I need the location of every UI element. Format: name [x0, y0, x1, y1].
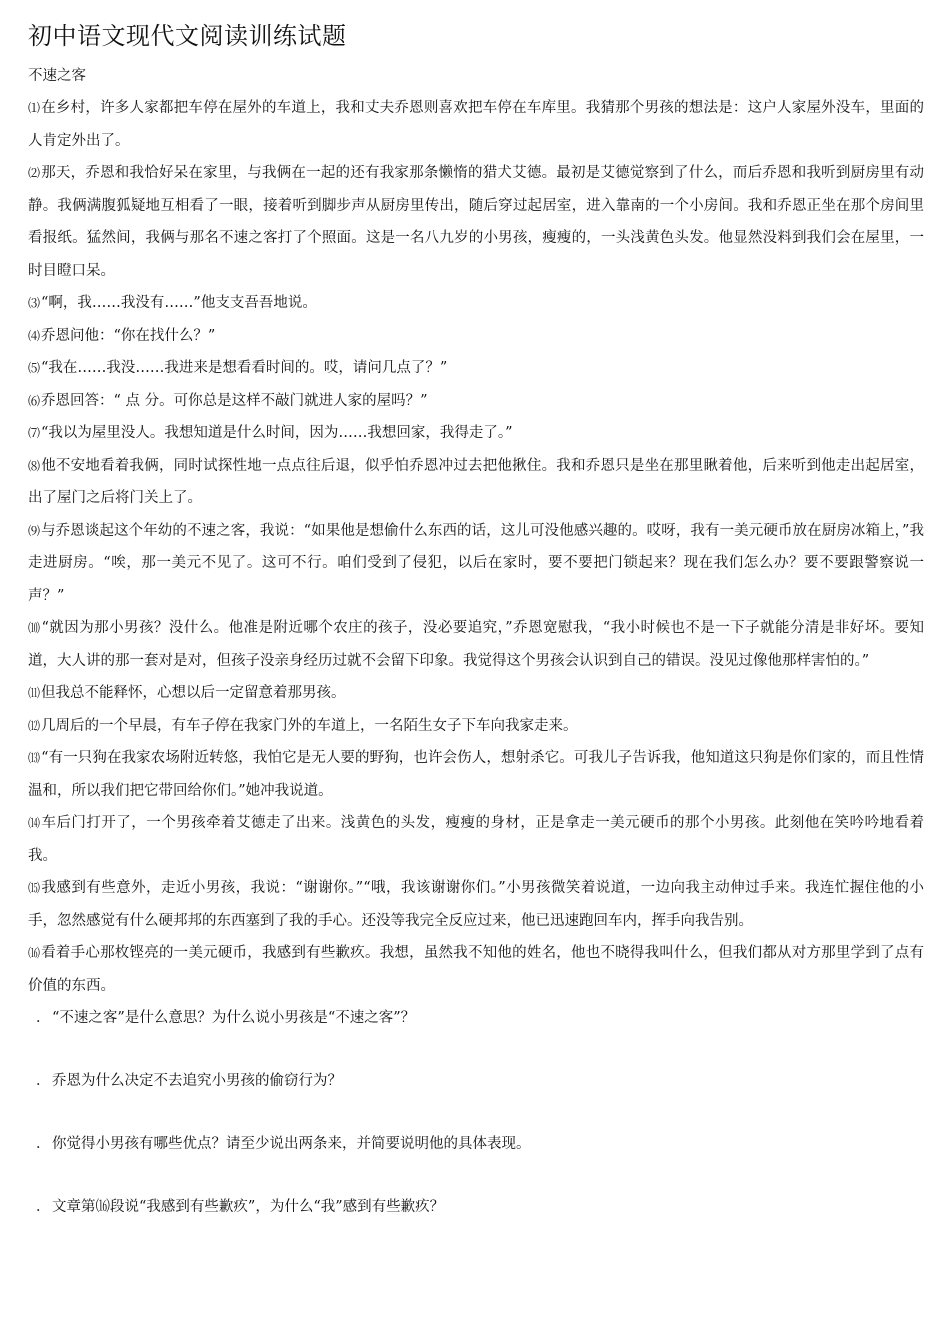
paragraph-number: ⑿ — [28, 718, 41, 733]
paragraph-text: 几周后的一个早晨，有车子停在我家门外的车道上，一名陌生女子下车向我家走来。 — [41, 717, 578, 734]
question-text: “不速之客”是什么意思？为什么说小男孩是“不速之客”？ — [52, 1010, 416, 1026]
paragraph — [28, 287, 924, 320]
paragraph — [28, 352, 924, 385]
paragraph-number: ⑾ — [28, 686, 41, 700]
question-item — [36, 1191, 924, 1223]
paragraph-number: ⒁ — [28, 816, 41, 830]
question-item — [36, 1065, 924, 1097]
paragraph-text: “我在……我没……我进来是想看看时间的。哎，请问几点了？” — [41, 360, 448, 376]
paragraph-number: ⑹ — [28, 393, 41, 408]
paragraph — [28, 677, 924, 710]
paragraph — [28, 742, 924, 807]
paragraph-text: “啊，我……我没有……”他支支吾吾地说。 — [41, 295, 317, 311]
paragraph-number: ⑴ — [28, 101, 41, 115]
paragraph — [28, 710, 924, 743]
question-bullet: ． — [36, 1073, 51, 1089]
paragraph — [28, 807, 924, 872]
paragraph — [28, 320, 924, 353]
paragraph-text: 与乔恩谈起这个年幼的不速之客，我说：“如果他是想偷什么东西的话，这儿可没他感兴趣的。哎呀，我有一美元硬币放在厨房冰箱上，”我走进厨房。“唉，那一美元不见了。这可不行。咱们受到了侵犯，以后在家时，要不要把门锁起来？现在我们怎么办？要不要跟警察说一声？” — [28, 522, 924, 604]
question-item — [36, 1128, 924, 1160]
paragraph-number: ⒃ — [28, 946, 41, 960]
document-page — [28, 18, 924, 1254]
paragraph-text: “就因为那小男孩？没什么。他准是附近哪个农庄的孩子，没必要追究，”乔恩宽慰我，“我小时候也不是一下子就能分清是非好坏。要知道，大人讲的那一套对是对，但孩子没亲身经历过就不会留下印象。我觉得这个男孩会认识到自己的错误。没见过像他那样害怕的。” — [28, 620, 924, 669]
question-list — [28, 1002, 924, 1223]
paragraph — [28, 450, 924, 515]
paragraph-number: ⑺ — [28, 426, 41, 440]
question-bullet: ． — [36, 1136, 51, 1152]
paragraph-text: 但我总不能释怀，心想以后一定留意着那男孩。 — [41, 685, 346, 701]
paragraph-number: ⑸ — [28, 361, 41, 375]
paragraph-number: ⑻ — [28, 458, 41, 473]
question-bullet: ． — [36, 1010, 51, 1026]
paragraph-number: ⒀ — [28, 751, 41, 765]
paragraph-text: 他不安地看着我俩，同时试探性地一点点往后退，似乎怕乔恩冲过去把他揪住。我和乔恩只是坐在那里瞅着他，后来听到他走出起居室，出了屋门之后将门关上了。 — [28, 457, 924, 506]
paragraph-number: ⒂ — [28, 881, 41, 895]
paragraph-text: 看着手心那枚铿亮的一美元硬币，我感到有些歉疚。我想，虽然我不知他的姓名，他也不晓得我叫什么，但我们都从对方那里学到了点有价值的东西。 — [28, 945, 924, 994]
paragraph-text: 乔恩回答：“ 点 分。可你总是这样不敲门就进人家的屋吗？” — [41, 392, 428, 409]
question-text: 文章第⒃段说“我感到有些歉疚”，为什么“我”感到有些歉疚？ — [52, 1199, 445, 1215]
question-text: 你觉得小男孩有哪些优点？请至少说出两条来，并简要说明他的具体表现。 — [52, 1136, 531, 1152]
paragraph-number: ⑷ — [28, 328, 41, 343]
paragraph-text: 那天，乔恩和我恰好呆在家里，与我俩在一起的还有我家那条懒惰的猎犬艾德。最初是艾德觉察到了什么，而后乔恩和我听到厨房里有动静。我俩满腹狐疑地互相看了一眼，接着听到脚步声从厨房里传出，随后穿过起居室，进入靠南的一个小房间。我和乔恩正坐在那个房间里看报纸。猛然间，我俩与那名不速之客打了个照面。这是一名八九岁的小男孩，瘦瘦的，一头浅黄色头发。他显然没料到我们会在屋里，一时目瞪口呆。 — [28, 165, 924, 279]
paragraph — [28, 515, 924, 613]
paragraph-number: ⑽ — [28, 621, 41, 635]
story-title: 不速之客 — [28, 68, 86, 84]
paragraph-text: 车后门打开了，一个男孩牵着艾德走了出来。浅黄色的头发，瘦瘦的身材，正是拿走一美元硬币的那个小男孩。此刻他在笑吟吟地看着我。 — [28, 815, 924, 864]
paragraph — [28, 385, 924, 418]
paragraph-text: 我感到有些意外，走近小男孩，我说：“谢谢你。”“哦，我该谢谢你们。”小男孩微笑着说道，一边向我主动伸过手来。我连忙握住他的小手，忽然感觉有什么硬邦邦的东西塞到了我的手心。还没等我完全反应过来，他已迅速跑回车内，挥手向我告别。 — [28, 880, 924, 929]
paragraph-text: 在乡村，许多人家都把车停在屋外的车道上，我和丈夫乔恩则喜欢把车停在车库里。我猜那个男孩的想法是：这户人家屋外没车，里面的人肯定外出了。 — [28, 100, 924, 149]
question-text: 乔恩为什么决定不去追究小男孩的偷窃行为？ — [52, 1073, 342, 1089]
paragraph-number: ⑵ — [28, 166, 41, 180]
paragraph — [28, 92, 924, 157]
paragraph — [28, 417, 924, 450]
paragraph-text: 乔恩问他：“你在找什么？” — [41, 327, 216, 344]
document-title: 初中语文现代文阅读训练试题 — [28, 22, 347, 50]
question-bullet: ． — [36, 1199, 51, 1215]
paragraph — [28, 157, 924, 287]
paragraph — [28, 937, 924, 1002]
paragraph-number: ⑼ — [28, 523, 41, 538]
paragraph-text: “我以为屋里没人。我想知道是什么时间，因为……我想回家，我得走了。” — [41, 425, 513, 441]
paragraph-number: ⑶ — [28, 296, 41, 310]
paragraph-text: “有一只狗在我家农场附近转悠，我怕它是无人要的野狗，也许会伤人，想射杀它。可我儿子告诉我，他知道这只狗是你们家的，而且性情温和，所以我们把它带回给你们。”她冲我说道。 — [28, 750, 924, 799]
story-body — [28, 92, 924, 1002]
question-item — [36, 1002, 924, 1034]
paragraph — [28, 612, 924, 677]
paragraph — [28, 872, 924, 937]
